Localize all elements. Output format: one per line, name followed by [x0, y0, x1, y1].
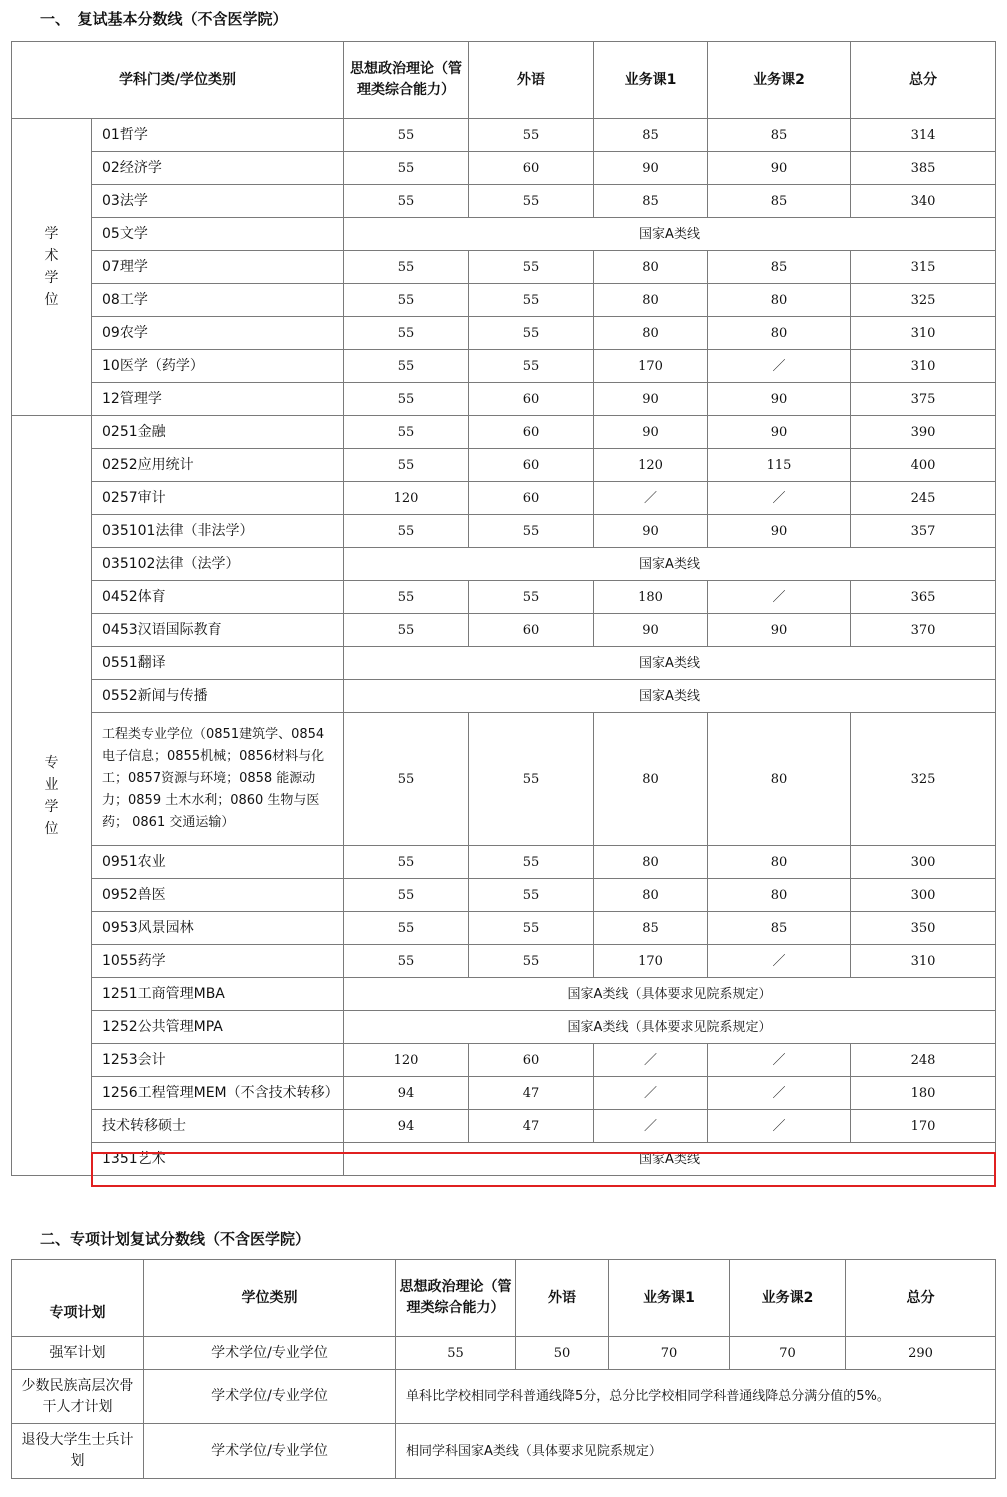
header-politics: 思想政治理论（管理类综合能力）	[396, 1260, 516, 1337]
foreign-score-cell: 60	[469, 614, 594, 647]
table-row	[12, 416, 996, 449]
header-total: 总分	[846, 1260, 996, 1337]
course1-score-cell: 80	[594, 284, 708, 317]
table-row	[12, 1110, 996, 1143]
course2-score-cell: 90	[708, 416, 851, 449]
table-row	[12, 119, 996, 152]
header-politics: 思想政治理论（管理类综合能力）	[344, 42, 469, 119]
course1-score-cell: 80	[594, 879, 708, 912]
politics-score-cell: 120	[344, 482, 469, 515]
table-row	[12, 581, 996, 614]
politics-score-cell: 55	[344, 251, 469, 284]
total-score-cell: 340	[851, 185, 996, 218]
total-score-cell: 300	[851, 879, 996, 912]
table-row	[12, 152, 996, 185]
threshold-span-cell: 国家A类线（具体要求见院系规定）	[344, 1011, 996, 1044]
course2-score-cell: ／	[708, 1110, 851, 1143]
discipline-name-cell: 0252应用统计	[92, 449, 344, 482]
discipline-name-cell: 03法学	[92, 185, 344, 218]
politics-score-cell: 55	[344, 945, 469, 978]
total-score-cell: 325	[851, 713, 996, 846]
course2-score-cell: 80	[708, 846, 851, 879]
course1-score-cell: 90	[594, 515, 708, 548]
section1-title: 一、 复试基本分数线（不含医学院）	[40, 10, 288, 28]
discipline-name-cell: 0951农业	[92, 846, 344, 879]
total-score-cell: 300	[851, 846, 996, 879]
section2-title: 二、专项计划复试分数线（不含医学院）	[40, 1230, 311, 1248]
table-row	[12, 185, 996, 218]
discipline-name-cell: 0953风景园林	[92, 912, 344, 945]
course1-score-cell: 90	[594, 614, 708, 647]
table-row	[12, 1044, 996, 1077]
politics-score-cell: 55	[396, 1337, 516, 1370]
discipline-name-cell: 1256工程管理MEM（不含技术转移）	[92, 1077, 344, 1110]
total-score-cell: 314	[851, 119, 996, 152]
discipline-name-cell: 09农学	[92, 317, 344, 350]
foreign-score-cell: 60	[469, 416, 594, 449]
table-row	[12, 251, 996, 284]
total-score-cell: 310	[851, 317, 996, 350]
plan-name-cell: 少数民族高层次骨干人才计划	[12, 1370, 144, 1424]
foreign-score-cell: 60	[469, 1044, 594, 1077]
table-row	[12, 548, 996, 581]
discipline-name-cell: 0251金融	[92, 416, 344, 449]
total-score-cell: 357	[851, 515, 996, 548]
course2-score-cell: 85	[708, 119, 851, 152]
course1-score-cell: 80	[594, 251, 708, 284]
degree-type-cell: 学术学位/专业学位	[144, 1424, 396, 1479]
table-row	[12, 350, 996, 383]
header-plan: 专项计划	[12, 1260, 144, 1337]
table-row	[12, 1424, 996, 1479]
discipline-name-cell: 035102法律（法学）	[92, 548, 344, 581]
politics-score-cell: 55	[344, 152, 469, 185]
foreign-score-cell: 55	[469, 317, 594, 350]
foreign-score-cell: 55	[469, 879, 594, 912]
table-row	[12, 317, 996, 350]
total-score-cell: 315	[851, 251, 996, 284]
course2-score-cell: 90	[708, 152, 851, 185]
discipline-name-cell: 工程类专业学位（0851建筑学、0854电子信息；0855机械；0856材料与化工；0857资源与环境；0858 能源动力；0859 土木水利；0860 生物与医药； 0861 交通运输）	[92, 713, 344, 846]
table-row	[12, 1337, 996, 1370]
foreign-score-cell: 60	[469, 482, 594, 515]
total-score-cell: 370	[851, 614, 996, 647]
course1-score-cell: ／	[594, 1110, 708, 1143]
foreign-score-cell: 55	[469, 119, 594, 152]
politics-score-cell: 55	[344, 581, 469, 614]
total-score-cell: 365	[851, 581, 996, 614]
header-course2: 业务课2	[708, 42, 851, 119]
discipline-name-cell: 技术转移硕士	[92, 1110, 344, 1143]
discipline-name-cell: 05文学	[92, 218, 344, 251]
table-row	[12, 1143, 996, 1176]
plan-note-cell: 单科比学校相同学科普通线降5分，总分比学校相同学科普通线降总分满分值的5%。	[396, 1370, 996, 1424]
discipline-name-cell: 0952兽医	[92, 879, 344, 912]
discipline-name-cell: 0551翻译	[92, 647, 344, 680]
politics-score-cell: 55	[344, 383, 469, 416]
discipline-name-cell: 01哲学	[92, 119, 344, 152]
discipline-name-cell: 1055药学	[92, 945, 344, 978]
total-score-cell: 385	[851, 152, 996, 185]
discipline-name-cell: 0552新闻与传播	[92, 680, 344, 713]
discipline-name-cell: 0257审计	[92, 482, 344, 515]
header-course2: 业务课2	[730, 1260, 846, 1337]
degree-category-cell: 专业学位	[12, 416, 92, 1176]
course2-score-cell: 80	[708, 879, 851, 912]
politics-score-cell: 94	[344, 1110, 469, 1143]
politics-score-cell: 55	[344, 879, 469, 912]
course1-score-cell: ／	[594, 1044, 708, 1077]
table-row	[12, 879, 996, 912]
discipline-name-cell: 0453汉语国际教育	[92, 614, 344, 647]
foreign-score-cell: 55	[469, 713, 594, 846]
course2-score-cell: 80	[708, 284, 851, 317]
course2-score-cell: ／	[708, 350, 851, 383]
table-row	[12, 218, 996, 251]
discipline-name-cell: 02经济学	[92, 152, 344, 185]
course1-score-cell: 85	[594, 912, 708, 945]
course1-score-cell: ／	[594, 1077, 708, 1110]
total-score-cell: 170	[851, 1110, 996, 1143]
politics-score-cell: 55	[344, 713, 469, 846]
total-score-cell: 375	[851, 383, 996, 416]
total-score-cell: 350	[851, 912, 996, 945]
header-foreign: 外语	[469, 42, 594, 119]
course1-score-cell: 80	[594, 713, 708, 846]
politics-score-cell: 55	[344, 350, 469, 383]
course2-score-cell: ／	[708, 1044, 851, 1077]
foreign-score-cell: 55	[469, 350, 594, 383]
course2-score-cell: 85	[708, 251, 851, 284]
politics-score-cell: 55	[344, 912, 469, 945]
course2-score-cell: ／	[708, 945, 851, 978]
course2-score-cell: ／	[708, 482, 851, 515]
table-row	[12, 614, 996, 647]
total-score-cell: 245	[851, 482, 996, 515]
total-score-cell: 400	[851, 449, 996, 482]
course2-score-cell: ／	[708, 581, 851, 614]
threshold-span-cell: 国家A类线（具体要求见院系规定）	[344, 978, 996, 1011]
table-row	[12, 482, 996, 515]
threshold-span-cell: 国家A类线	[344, 548, 996, 581]
course2-score-cell: 85	[708, 912, 851, 945]
course1-score-cell: 90	[594, 152, 708, 185]
table-row	[12, 647, 996, 680]
course2-score-cell: 115	[708, 449, 851, 482]
table-header-row	[12, 1260, 996, 1337]
foreign-score-cell: 50	[516, 1337, 609, 1370]
course2-score-cell: 90	[708, 515, 851, 548]
foreign-score-cell: 60	[469, 152, 594, 185]
course2-score-cell: 70	[730, 1337, 846, 1370]
discipline-name-cell: 07理学	[92, 251, 344, 284]
politics-score-cell: 55	[344, 284, 469, 317]
header-course1: 业务课1	[594, 42, 708, 119]
foreign-score-cell: 55	[469, 515, 594, 548]
foreign-score-cell: 55	[469, 945, 594, 978]
discipline-name-cell: 1251工商管理MBA	[92, 978, 344, 1011]
threshold-span-cell: 国家A类线	[344, 647, 996, 680]
table-row	[12, 680, 996, 713]
politics-score-cell: 55	[344, 515, 469, 548]
header-course1: 业务课1	[609, 1260, 730, 1337]
politics-score-cell: 55	[344, 449, 469, 482]
table-row	[12, 846, 996, 879]
header-category: 学科门类/学位类别	[12, 42, 344, 119]
table-row	[12, 978, 996, 1011]
table-row	[12, 515, 996, 548]
discipline-name-cell: 0452体育	[92, 581, 344, 614]
course1-score-cell: 70	[609, 1337, 730, 1370]
plan-name-cell: 退役大学生士兵计划	[12, 1424, 144, 1479]
course1-score-cell: 170	[594, 945, 708, 978]
politics-score-cell: 55	[344, 185, 469, 218]
table-row	[12, 713, 996, 846]
politics-score-cell: 55	[344, 119, 469, 152]
table-row	[12, 383, 996, 416]
politics-score-cell: 55	[344, 416, 469, 449]
degree-type-cell: 学术学位/专业学位	[144, 1337, 396, 1370]
table-header-row	[12, 42, 996, 119]
threshold-span-cell: 国家A类线	[344, 680, 996, 713]
politics-score-cell: 55	[344, 846, 469, 879]
degree-type-cell: 学术学位/专业学位	[144, 1370, 396, 1424]
course1-score-cell: 90	[594, 416, 708, 449]
table-row	[12, 284, 996, 317]
course1-score-cell: 170	[594, 350, 708, 383]
politics-score-cell: 120	[344, 1044, 469, 1077]
foreign-score-cell: 55	[469, 251, 594, 284]
course1-score-cell: ／	[594, 482, 708, 515]
course1-score-cell: 80	[594, 317, 708, 350]
course1-score-cell: 180	[594, 581, 708, 614]
header-total: 总分	[851, 42, 996, 119]
course1-score-cell: 90	[594, 383, 708, 416]
threshold-span-cell: 国家A类线	[344, 1143, 996, 1176]
foreign-score-cell: 55	[469, 846, 594, 879]
table-row	[12, 449, 996, 482]
total-score-cell: 290	[846, 1337, 996, 1370]
total-score-cell: 390	[851, 416, 996, 449]
total-score-cell: 248	[851, 1044, 996, 1077]
foreign-score-cell: 55	[469, 581, 594, 614]
plan-name-cell: 强军计划	[12, 1337, 144, 1370]
foreign-score-cell: 55	[469, 912, 594, 945]
threshold-span-cell: 国家A类线	[344, 218, 996, 251]
course1-score-cell: 85	[594, 185, 708, 218]
course2-score-cell: 90	[708, 383, 851, 416]
foreign-score-cell: 55	[469, 185, 594, 218]
discipline-name-cell: 1351艺术	[92, 1143, 344, 1176]
discipline-name-cell: 08工学	[92, 284, 344, 317]
total-score-cell: 325	[851, 284, 996, 317]
foreign-score-cell: 47	[469, 1110, 594, 1143]
table-row	[12, 1011, 996, 1044]
header-degree: 学位类别	[144, 1260, 396, 1337]
politics-score-cell: 94	[344, 1077, 469, 1110]
discipline-name-cell: 10医学（药学）	[92, 350, 344, 383]
total-score-cell: 180	[851, 1077, 996, 1110]
course2-score-cell: 85	[708, 185, 851, 218]
course2-score-cell: 90	[708, 614, 851, 647]
table-row	[12, 945, 996, 978]
table-row	[12, 1077, 996, 1110]
course2-score-cell: ／	[708, 1077, 851, 1110]
foreign-score-cell: 60	[469, 449, 594, 482]
table-row	[12, 1370, 996, 1424]
course1-score-cell: 80	[594, 846, 708, 879]
table-row	[12, 912, 996, 945]
foreign-score-cell: 60	[469, 383, 594, 416]
score-table-basic	[11, 41, 996, 1176]
score-table-special	[11, 1259, 996, 1479]
foreign-score-cell: 47	[469, 1077, 594, 1110]
header-foreign: 外语	[516, 1260, 609, 1337]
discipline-name-cell: 1252公共管理MPA	[92, 1011, 344, 1044]
politics-score-cell: 55	[344, 317, 469, 350]
politics-score-cell: 55	[344, 614, 469, 647]
discipline-name-cell: 12管理学	[92, 383, 344, 416]
discipline-name-cell: 1253会计	[92, 1044, 344, 1077]
total-score-cell: 310	[851, 350, 996, 383]
plan-note-cell: 相同学科国家A类线（具体要求见院系规定）	[396, 1424, 996, 1479]
course2-score-cell: 80	[708, 317, 851, 350]
course2-score-cell: 80	[708, 713, 851, 846]
course1-score-cell: 85	[594, 119, 708, 152]
discipline-name-cell: 035101法律（非法学）	[92, 515, 344, 548]
course1-score-cell: 120	[594, 449, 708, 482]
total-score-cell: 310	[851, 945, 996, 978]
degree-category-cell: 学术学位	[12, 119, 92, 416]
foreign-score-cell: 55	[469, 284, 594, 317]
